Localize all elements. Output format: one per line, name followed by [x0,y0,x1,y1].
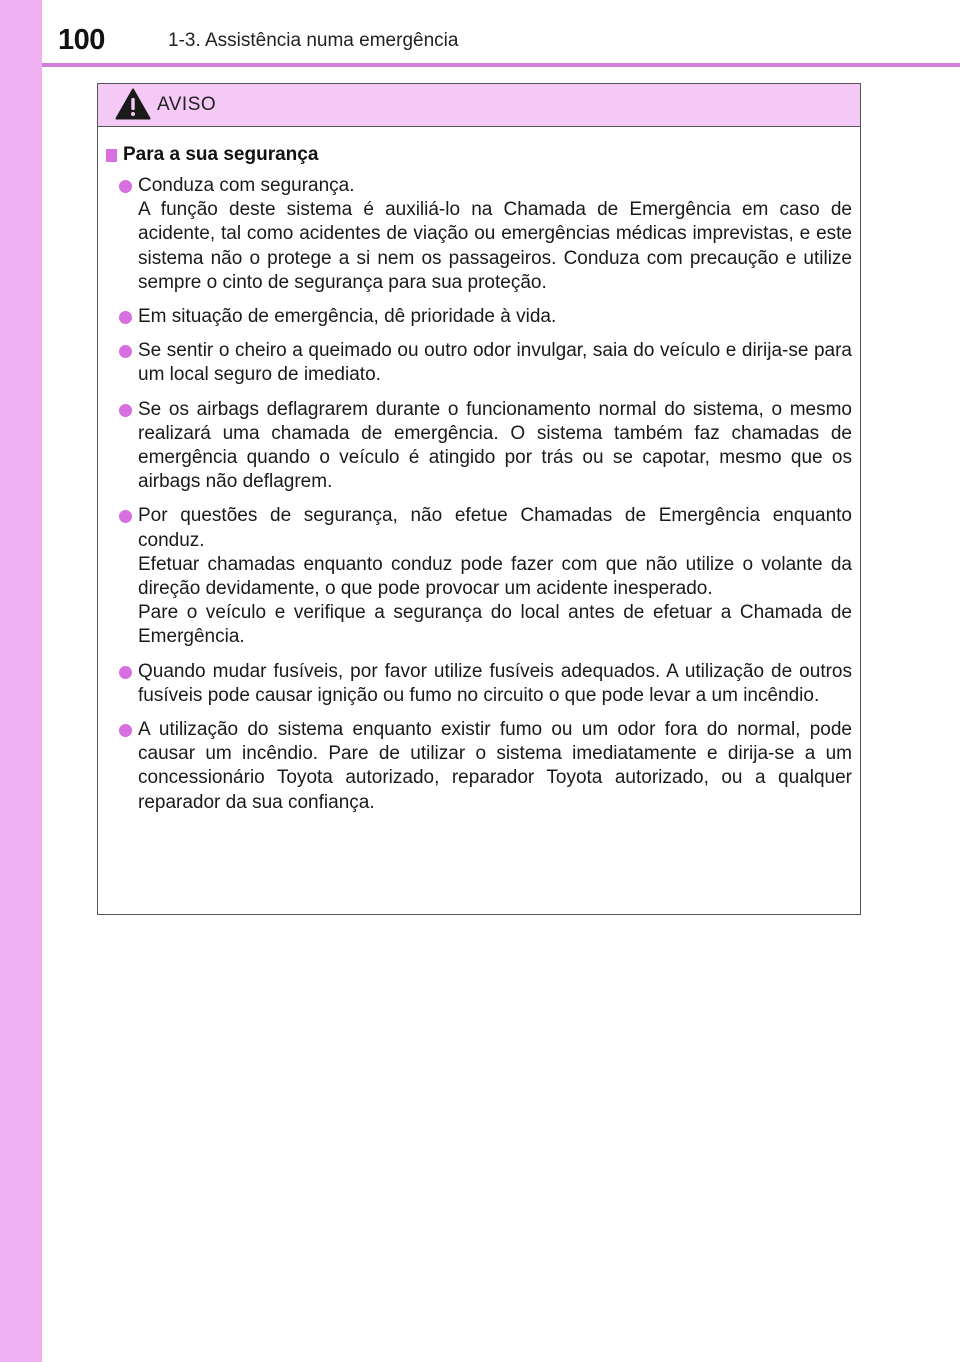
circle-bullet-icon [119,666,132,679]
list-item [106,660,852,708]
circle-bullet-icon [119,311,132,324]
list-item [106,339,852,387]
item-paragraph: Se os airbags deflagrarem durante o funcionamento normal do sistema, o mesmo realizará uma chamada de emergência. O sistema também faz chamadas de emergência quando o veículo é atingido por trás ou se capotar, mesmo que os airbags não deflagrem. [138,398,852,493]
list-item [106,174,852,295]
list-item-text [138,305,852,329]
circle-bullet-icon [119,510,132,523]
circle-bullet-icon [119,724,132,737]
page-header [0,0,960,66]
item-paragraph: Efetuar chamadas enquanto conduz pode fazer com que não utilize o volante da direção devidamente, o que pode provocar um acidente inesperado. [138,553,852,600]
page-number: 100 [58,24,105,56]
circle-bullet-icon [119,404,132,417]
section-title: 1-3. Assistência numa emergência [168,30,459,51]
item-paragraph: Se sentir o cheiro a queimado ou outro odor invulgar, saia do veículo e dirija-se para um local seguro de imediato. [138,340,852,386]
list-item-text [138,339,852,387]
list-item [106,305,852,329]
warning-triangle-icon [115,88,151,120]
list-item [106,504,852,649]
list-item-text [138,174,852,295]
list-item [106,398,852,495]
list-item [106,718,852,815]
warning-header [98,84,860,127]
warning-body [98,127,860,815]
item-paragraph: Quando mudar fusíveis, por favor utilize fusíveis adequados. A utilização de outros fusíveis pode causar ignição ou fumo no circuito o que pode levar a um incêndio. [138,660,852,706]
list-item-text [138,718,852,815]
square-bullet-icon [106,149,117,162]
safety-heading-text: Para a sua segurança [123,144,319,165]
list-item-text [138,504,852,649]
safety-heading [106,144,852,166]
list-item-text [138,660,852,708]
item-paragraph: Conduza com segurança. [138,175,355,196]
item-paragraph: Pare o veículo e verifique a segurança do local antes de efetuar a Chamada de Emergência. [138,602,852,648]
item-paragraph: A função deste sistema é auxiliá-lo na Chamada de Emergência em caso de acidente, tal como acidentes de viação ou emergências médicas imprevistas, e este sistema não o protege a si nem os passageiros. Conduza com precaução e utilize sempre o cinto de segurança para sua proteção. [138,199,852,293]
warning-label: AVISO [157,94,217,115]
circle-bullet-icon [119,180,132,193]
circle-bullet-icon [119,345,132,358]
side-tab-strip [0,0,42,1362]
item-paragraph: Em situação de emergência, dê prioridade à vida. [138,306,557,328]
item-paragraph: Por questões de segurança, não efetue Chamadas de Emergência enquanto conduz. [138,505,852,551]
header-divider [42,63,960,67]
warning-box [97,83,861,915]
item-paragraph: A utilização do sistema enquanto existir fumo ou um odor fora do normal, pode causar um incêndio. Pare de utilizar o sistema imediatamente e dirija-se a um concessionário Toyota autorizado, reparador Toyota autorizado, ou a qualquer reparador da sua confiança. [138,719,852,813]
list-item-text [138,398,852,495]
